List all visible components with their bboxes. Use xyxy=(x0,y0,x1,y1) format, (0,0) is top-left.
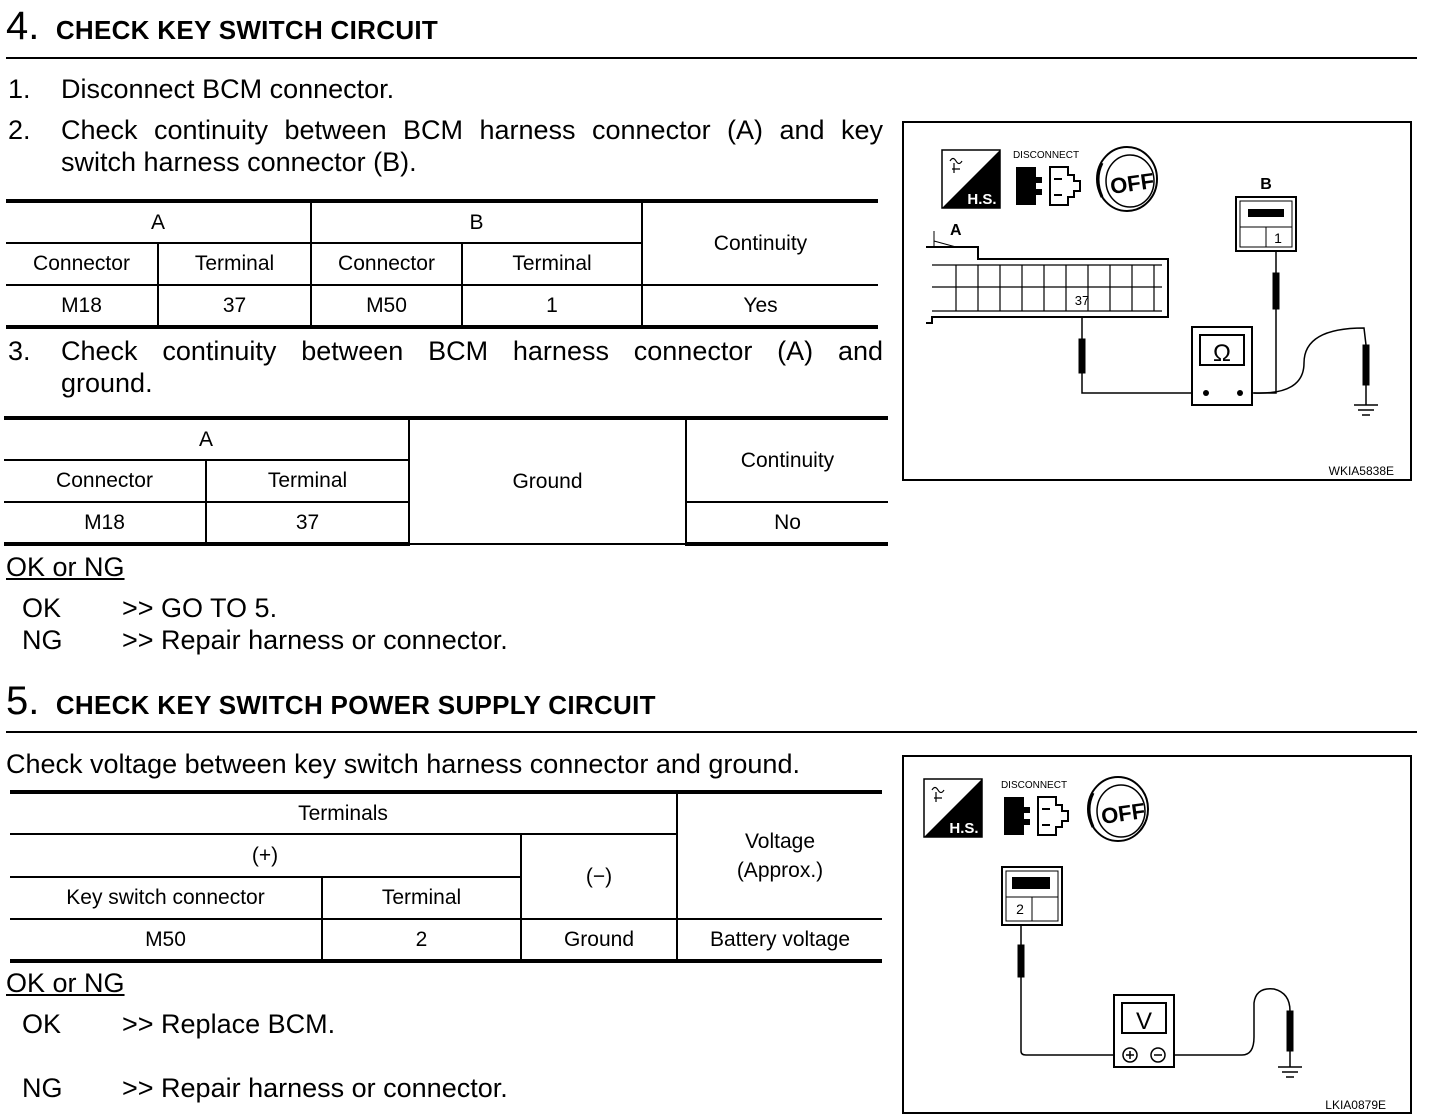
table1-a-connector-header: Connector xyxy=(6,243,158,285)
ground-symbol xyxy=(1354,405,1378,415)
table1-a-terminal: 37 xyxy=(158,285,311,327)
step4-item1-num: 1. xyxy=(8,74,31,104)
step4-item3-line2: ground. xyxy=(61,368,153,398)
disconnect-label: DISCONNECT xyxy=(1000,780,1068,791)
table1-group-b: B xyxy=(311,201,642,243)
voltmeter xyxy=(1114,995,1174,1067)
disconnect-label: DISCONNECT xyxy=(1012,150,1080,161)
table1-a-terminal-header: Terminal xyxy=(158,243,311,285)
figure-lkia0879e xyxy=(902,755,1412,1114)
step5-title: CHECK KEY SWITCH POWER SUPPLY CIRCUIT xyxy=(55,690,656,720)
hs-label: H.S. xyxy=(949,820,979,837)
table1-group-a: A xyxy=(6,201,311,243)
step4-result-ng-action: >> Repair harness or connector. xyxy=(122,625,508,655)
key-switch-connector-shape xyxy=(1002,867,1062,925)
disconnect-icon xyxy=(1013,150,1080,205)
voltage-header-line1: Voltage xyxy=(744,830,816,853)
connector-a-label: A xyxy=(950,222,962,239)
step4-ok-ng-label: OK or NG xyxy=(6,552,125,582)
step4-number: 4. xyxy=(6,4,40,48)
step5-result-ng-action: >> Repair harness or connector. xyxy=(122,1073,508,1103)
key-switch-terminal: 2 xyxy=(322,919,521,961)
hs-icon xyxy=(924,779,982,837)
disconnect-icon xyxy=(1001,780,1068,835)
voltage-header xyxy=(677,792,882,919)
figure-wkia5838e xyxy=(902,121,1412,481)
figure-code: WKIA5838E xyxy=(1328,464,1394,478)
table1-continuity-header: Continuity xyxy=(642,201,878,285)
table2-a-connector: M18 xyxy=(4,502,206,544)
off-label: OFF xyxy=(1108,168,1156,199)
connector-b-terminal: 1 xyxy=(1274,230,1282,246)
step5-result-ok-action: >> Replace BCM. xyxy=(122,1009,336,1039)
continuity-table-a-b xyxy=(6,199,878,329)
step4-item3-line1: Check continuity between BCM harness connector (A) and xyxy=(61,336,883,366)
key-switch-connector-header: Key switch connector xyxy=(10,877,322,919)
ground-symbol xyxy=(1278,1067,1302,1077)
voltage-header-line2: (Approx.) xyxy=(736,859,824,882)
step5-instruction: Check voltage between key switch harness connector and ground. xyxy=(6,749,800,779)
step4-result-ng-status: NG xyxy=(22,625,63,655)
voltmeter-symbol: V xyxy=(1135,1008,1153,1035)
table1-b-terminal-header: Terminal xyxy=(462,243,642,285)
step5-result-ng-status: NG xyxy=(22,1073,63,1103)
voltage-value: Battery voltage xyxy=(677,919,882,961)
step4-item2-line2: switch harness connector (B). xyxy=(61,147,417,177)
figure-code: LKIA0879E xyxy=(1325,1098,1386,1112)
terminals-header: Terminals xyxy=(10,792,677,834)
step4-result-ok-status: OK xyxy=(22,593,62,623)
step4-result-ok-action: >> GO TO 5. xyxy=(122,593,278,623)
table1-b-connector: M50 xyxy=(311,285,462,327)
step5-header xyxy=(6,681,656,725)
connector-b-label: B xyxy=(1260,176,1272,193)
step4-title: CHECK KEY SWITCH CIRCUIT xyxy=(55,15,439,45)
voltage-table xyxy=(10,790,882,963)
ignition-off-icon xyxy=(1097,147,1157,211)
step4-item2-num: 2. xyxy=(8,115,31,145)
table2-continuity-header: Continuity xyxy=(686,418,888,502)
table2-a-terminal: 37 xyxy=(206,502,409,544)
step4-item1-text: Disconnect BCM connector. xyxy=(61,74,395,104)
terminal-header: Terminal xyxy=(322,877,521,919)
plus-header: (+) xyxy=(10,834,521,877)
hs-label: H.S. xyxy=(967,191,997,208)
table1-b-connector-header: Connector xyxy=(311,243,462,285)
table1-b-terminal: 1 xyxy=(462,285,642,327)
key-switch-connector: M50 xyxy=(10,919,322,961)
ohmmeter xyxy=(1192,327,1252,405)
table2-continuity: No xyxy=(686,502,888,544)
table2-ground: Ground xyxy=(409,418,686,544)
table2-group-a: A xyxy=(4,418,409,460)
table1-continuity: Yes xyxy=(642,285,878,327)
ohmmeter-symbol: Ω xyxy=(1213,340,1231,367)
step4-header xyxy=(6,6,438,50)
connector-b-shape xyxy=(1236,197,1296,251)
minus-header: (−) xyxy=(521,834,677,919)
step4-item2-line1: Check continuity between BCM harness connector (A) and key xyxy=(61,115,883,145)
step5-header-rule xyxy=(6,731,1417,733)
step5-result-ok-status: OK xyxy=(22,1009,62,1039)
minus-ground: Ground xyxy=(521,919,677,961)
ignition-off-icon xyxy=(1088,777,1148,841)
step4-item3-num: 3. xyxy=(8,336,31,366)
off-label: OFF xyxy=(1099,798,1147,829)
step4-header-rule xyxy=(6,57,1417,59)
step5-ok-ng-label: OK or NG xyxy=(6,968,125,998)
hs-icon xyxy=(942,150,1000,208)
table2-a-terminal-header: Terminal xyxy=(206,460,409,502)
key-switch-terminal-label: 2 xyxy=(1016,901,1024,917)
connector-a-terminal: 37 xyxy=(1074,293,1090,308)
table1-a-connector: M18 xyxy=(6,285,158,327)
continuity-table-ground xyxy=(4,416,888,546)
connector-a-shape xyxy=(926,231,1168,323)
step5-number: 5. xyxy=(6,679,40,723)
table2-a-connector-header: Connector xyxy=(4,460,206,502)
